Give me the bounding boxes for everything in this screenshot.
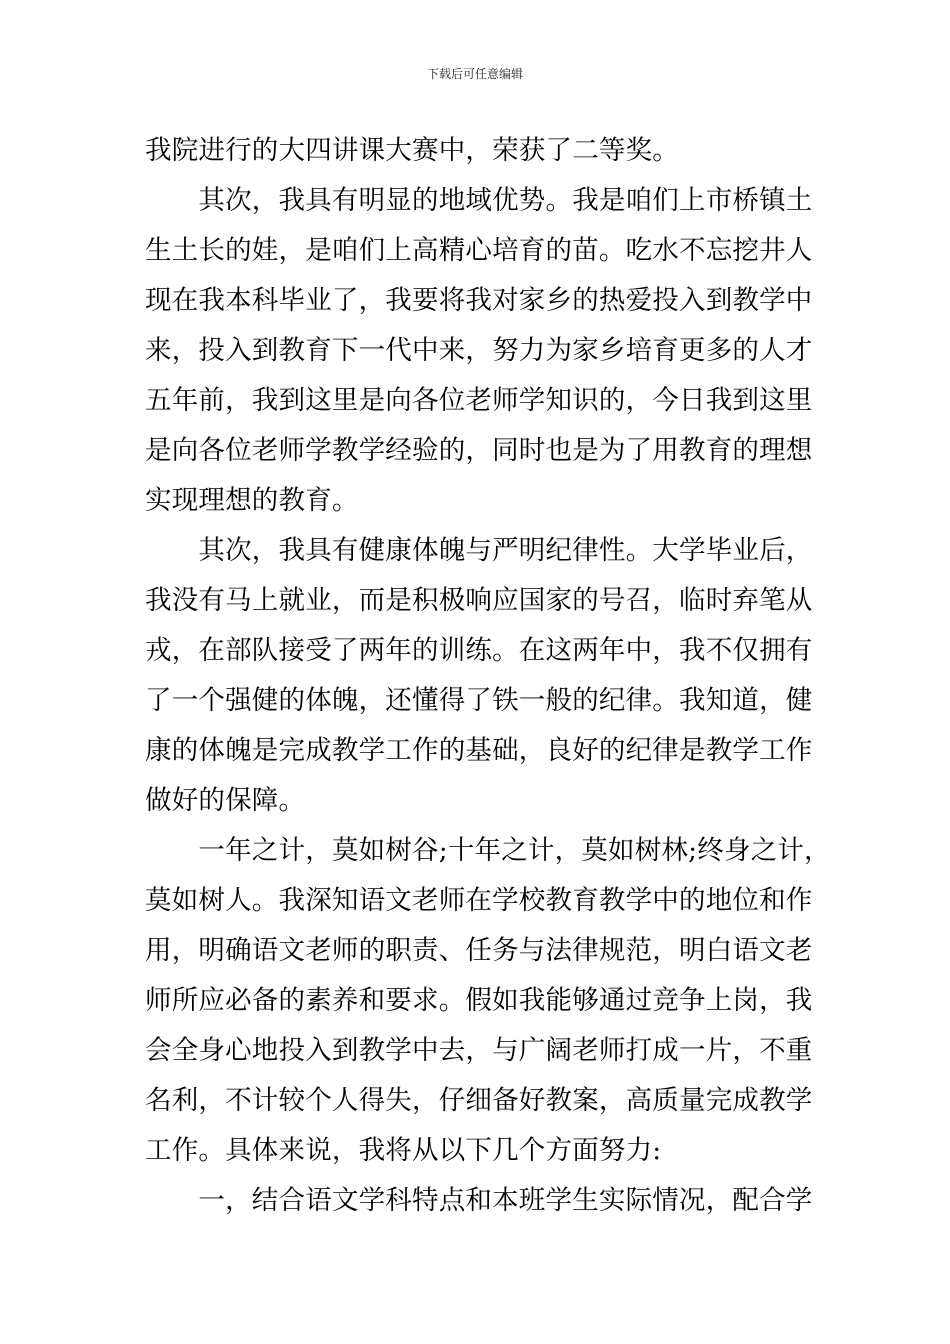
text-line: 戎，在部队接受了两年的训练。在这两年中，我不仅拥有	[145, 635, 813, 666]
text-line: 生土长的娃，是咱们上高精心培育的苗。吃水不忘挖井人	[145, 235, 813, 266]
text-line: 我院进行的大四讲课大赛中，荣获了二等奖。	[145, 135, 679, 166]
document-body	[145, 126, 831, 1226]
text-line: 实现理想的教育。	[145, 485, 359, 516]
text-line: 师所应必备的素养和要求。假如我能够通过竞争上岗，我	[145, 985, 813, 1016]
text-line: 名利，不计较个人得失，仔细备好教案，高质量完成教学	[145, 1085, 813, 1116]
text-line: 做好的保障。	[145, 785, 306, 816]
text-line: 康的体魄是完成教学工作的基础，良好的纪律是教学工作	[145, 735, 813, 766]
text-line: 会全身心地投入到教学中去，与广阔老师打成一片，不重	[145, 1035, 813, 1066]
text-line: 我没有马上就业，而是积极响应国家的号召，临时弃笔从	[145, 585, 813, 616]
text-line: 现在我本科毕业了，我要将我对家乡的热爱投入到教学中	[145, 285, 813, 316]
text-line: 一，结合语文学科特点和本班学生实际情况，配合学	[145, 1185, 813, 1216]
page-header: 下载后可任意编辑	[426, 67, 523, 81]
text-line: 一年之计，莫如树谷;十年之计，莫如树林;终身之计，	[145, 835, 831, 866]
text-line: 了一个强健的体魄，还懂得了铁一般的纪律。我知道，健	[145, 685, 813, 716]
text-line: 来，投入到教育下一代中来，努力为家乡培育更多的人才	[145, 335, 813, 366]
text-line: 其次，我具有明显的地域优势。我是咱们上市桥镇土	[145, 185, 813, 216]
text-line: 工作。具体来说，我将从以下几个方面努力:	[145, 1135, 662, 1166]
text-line: 莫如树人。我深知语文老师在学校教育教学中的地位和作	[145, 885, 813, 916]
text-line: 五年前，我到这里是向各位老师学知识的，今日我到这里	[145, 385, 813, 416]
text-line: 是向各位老师学教学经验的，同时也是为了用教育的理想	[145, 435, 813, 466]
text-line: 用，明确语文老师的职责、任务与法律规范，明白语文老	[145, 935, 813, 966]
text-line: 其次，我具有健康体魄与严明纪律性。大学毕业后，	[145, 535, 813, 566]
